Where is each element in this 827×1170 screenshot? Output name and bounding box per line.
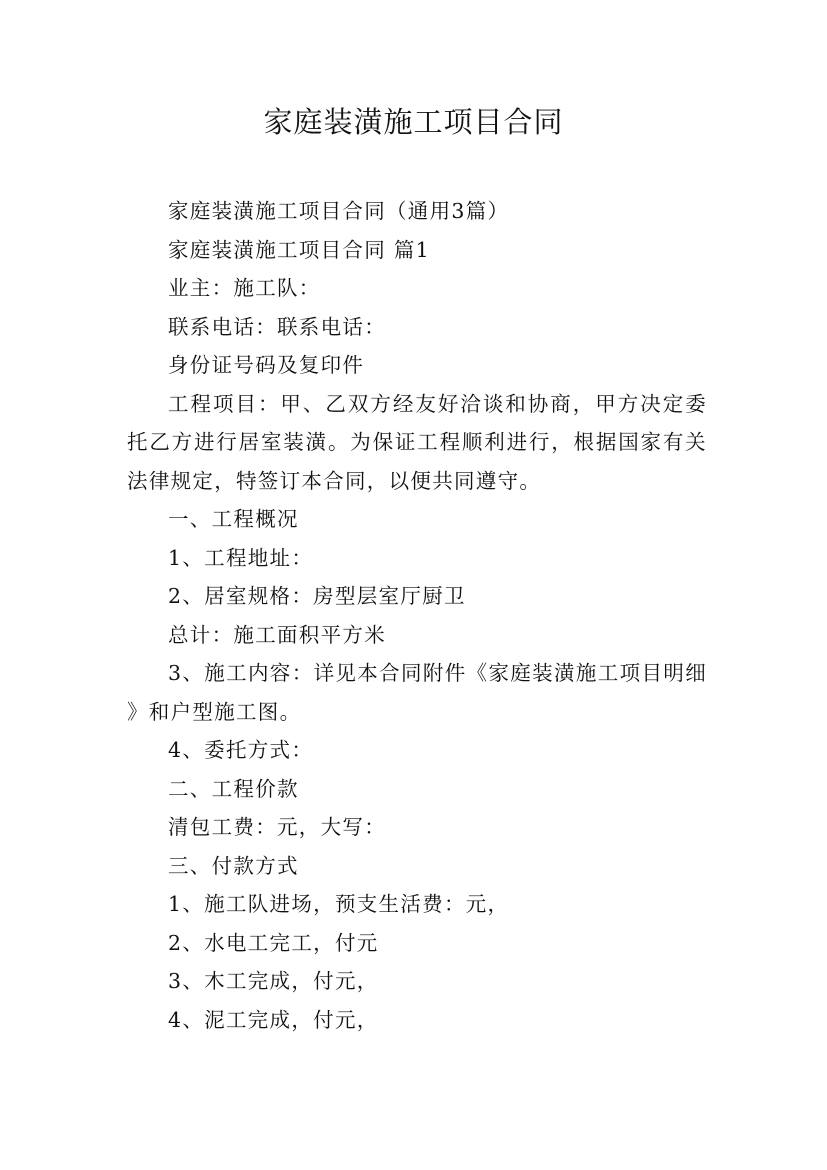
paragraph-phones: 联系电话：联系电话： <box>168 314 386 339</box>
paragraph-heading-general: 家庭装潢施工项目合同（通用3篇） <box>168 199 510 223</box>
list-item-delegation: 4、委托方式： <box>168 738 314 762</box>
list-item-payment-3: 3、木工完成，付元， <box>168 969 379 993</box>
paragraph-heading-part-1: 家庭装潢施工项目合同 篇1 <box>168 237 430 262</box>
list-item-room-spec: 2、居室规格：房型层室厅厨卫 <box>168 584 466 608</box>
document-title: 家庭装潢施工项目合同 <box>263 105 564 139</box>
section-heading-price: 二、工程价款 <box>168 776 299 801</box>
paragraph-parties: 业主：施工队： <box>168 276 321 300</box>
list-item-payment-1: 1、施工队进场，预支生活费：元， <box>168 892 510 916</box>
list-item-payment-2: 2、水电工完工，付元 <box>168 930 379 955</box>
paragraph-total-area: 总计：施工面积平方米 <box>168 622 386 647</box>
document-body <box>127 192 707 1039</box>
section-heading-overview: 一、工程概况 <box>168 507 299 531</box>
list-item-payment-4: 4、泥工完成，付元， <box>168 1007 379 1032</box>
section-heading-payment: 三、付款方式 <box>168 853 299 878</box>
list-item-address: 1、工程地址： <box>168 545 314 570</box>
list-item-content: 3、施工内容：详见本合同附件《家庭装潢施工项目明细》和户型施工图。 <box>127 661 707 724</box>
paragraph-project: 工程项目：甲、乙双方经友好洽谈和协商，甲方决定委托乙方进行居室装潢。为保证工程顺利进行，根据国家有关法律规定，特签订本合同，以便共同遵守。 <box>127 391 707 493</box>
paragraph-id-card: 身份证号码及复印件 <box>168 353 365 377</box>
paragraph-labor-fee: 清包工费：元，大写： <box>168 815 386 839</box>
